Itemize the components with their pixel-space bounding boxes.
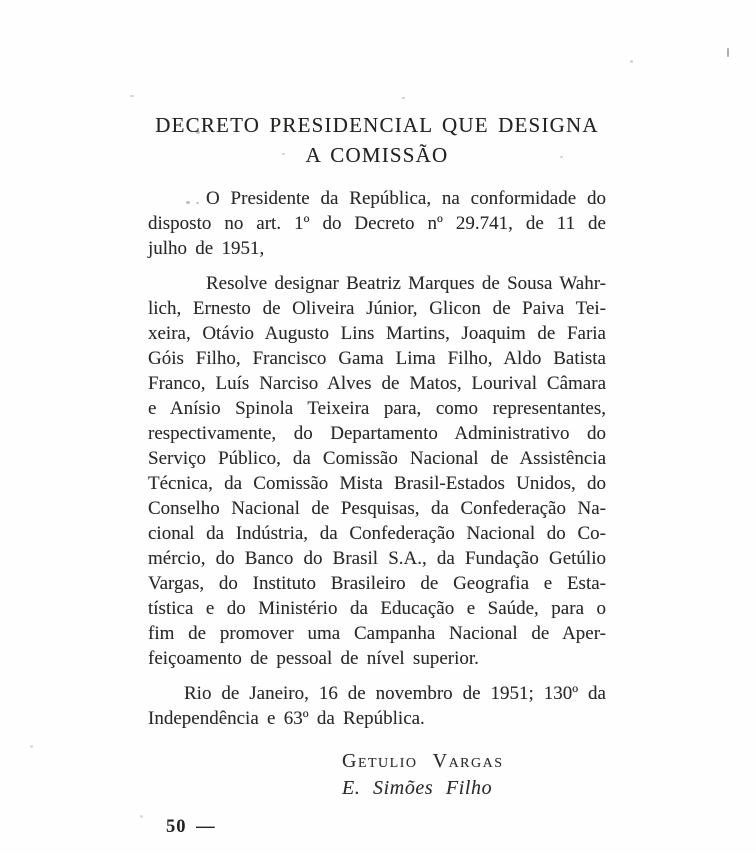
paragraph-designation: [148, 271, 606, 671]
text-line: tística e do Ministério da Educação e Saúde, para o: [148, 598, 606, 619]
scan-artifact: [130, 95, 134, 97]
signature-president: Getulio Vargas: [342, 750, 504, 772]
scan-artifact: [402, 97, 405, 99]
text-line: Conselho Nacional de Pesquisas, da Confederação Na-: [148, 498, 606, 519]
signature-block: [148, 748, 606, 802]
text-line: lich, Ernesto de Oliveira Júnior, Glicon de Paiva Tei-: [148, 298, 606, 319]
text-line: disposto no art. 1º do Decreto nº 29.741, de 11 de: [148, 213, 606, 234]
page-number: 50 —: [166, 817, 216, 837]
scan-artifact: [30, 745, 33, 748]
text-line: Resolve designar Beatriz Marques de Sousa Wahr-: [206, 273, 606, 294]
paragraph-closing-date: [148, 681, 606, 731]
scan-artifact: [630, 60, 633, 63]
signature-minister: E. Simões Filho: [342, 777, 493, 799]
text-line: Franco, Luís Narciso Alves de Matos, Lourival Câmara: [148, 373, 606, 394]
text-line: Serviço Público, da Comissão Nacional de Assistência: [148, 448, 606, 469]
scan-artifact: [140, 815, 143, 818]
text-line: cional da Indústria, da Confederação Nacional do Co-: [148, 523, 606, 544]
text-line: e Anísio Spinola Teixeira para, como representantes,: [148, 398, 606, 419]
paragraph-opening: [148, 186, 606, 261]
text-line: julho de 1951,: [148, 238, 265, 259]
text-line: Técnica, da Comissão Mista Brasil-Estados Unidos, do: [148, 473, 606, 494]
text-line: Vargas, do Instituto Brasileiro de Geografia e Esta-: [148, 573, 606, 594]
text-line: xeira, Otávio Augusto Lins Martins, Joaquim de Faria: [148, 323, 606, 344]
text-line: mércio, do Banco do Brasil S.A., da Fundação Getúlio: [148, 548, 606, 569]
text-line: Rio de Janeiro, 16 de novembro de 1951; 130º da: [184, 683, 606, 704]
text-line: feiçoamento de pessoal de nível superior.: [148, 648, 479, 669]
text-line: Góis Filho, Francisco Gama Lima Filho, Aldo Batista: [148, 348, 606, 369]
text-line: fim de promover uma Campanha Nacional de Aper-: [148, 623, 606, 644]
scan-artifact: [727, 48, 729, 57]
text-line: respectivamente, do Departamento Administrativo do: [148, 423, 606, 444]
text-line: O Presidente da República, na conformidade do: [206, 188, 606, 209]
document-title-line1: DECRETO PRESIDENCIAL QUE DESIGNA: [155, 113, 599, 137]
document-title-line2: A COMISSÃO: [305, 143, 449, 167]
document-title: [148, 110, 606, 170]
text-line: Independência e 63º da República.: [148, 708, 425, 729]
